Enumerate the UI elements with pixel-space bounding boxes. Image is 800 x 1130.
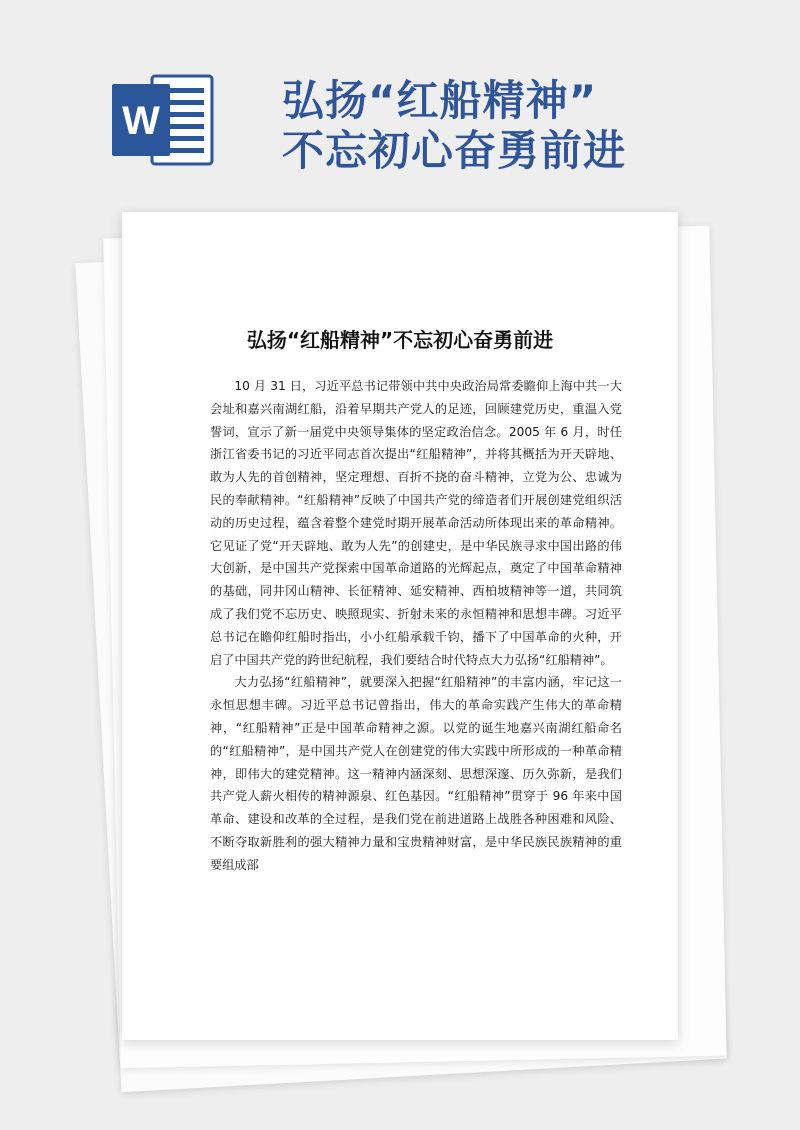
header-title-line1: 弘扬“红船精神” [282, 76, 598, 125]
paragraph: 10 月 31 日，习近平总书记带领中共中央政治局常委瞻仰上海中共一大会址和嘉兴南湖红船，沿着早期共产党人的足迹，回顾建党历史，重温入党誓词，宣示了新一届党中央领导集体的坚定政治信念。2005 年 6 月，时任浙江省委书记的习近平同志首次提出“红船精神”，并将其概括为开天辟地、敢为人先的首创精神，坚定理想、百折不挠的奋斗精神，立党为公、忠诚为民的奉献精神。“红船精神”反映了中国共产党的缔造者们开展创建党组织活动的历史过程，蕴含着整个建党时期开展革命活动所体现出来的革命精神。它见证了党“开天辟地、敢为人先”的创建史，是中华民族寻求中国出路的伟大创新，是中国共产党探索中国革命道路的光辉起点，奠定了中国革命精神的基础，同井冈山精神、长征精神、延安精神、西柏坡精神等一道，共同筑成了我们党不忘历史、映照现实、折射未来的永恒精神和思想丰碑。习近平总书记在瞻仰红船时指出，小小红船承载千钧，播下了中国革命的火种，开启了中国共产党的跨世纪航程，我们要结合时代特点大力弘扬“红船精神”。 [210, 379, 622, 667]
document-page [122, 212, 678, 1040]
document-body [210, 375, 622, 877]
paragraph: 大力弘扬“红船精神”，就要深入把握“红船精神”的丰富内涵，牢记这一永恒思想丰碑。习近平总书记曾指出，伟大的革命实践产生伟大的革命精神，“红船精神”正是中国革命精神之源。以党的诞生地嘉兴南湖红船命名的“红船精神”，是中国共产党人在创建党的伟大实践中所形成的一种革命精神，即伟大的建党精神。这一精神内涵深刻、思想深邃、历久弥新，是我们共产党人薪火相传的精神源泉、红色基因。“红船精神”贯穿于 96 年来中国革命、建设和改革的全过程，是我们党在前进道路上战胜各种困难和风险、不断夺取新胜利的强大精神力量和宝贵精神财富，是中华民族民族精神的重要组成部 [210, 675, 622, 872]
document-title: 弘扬“红船精神”不忘初心奋勇前进 [246, 328, 554, 352]
header-title [282, 76, 626, 176]
word-logo-letter: W [122, 99, 160, 143]
word-logo-icon [110, 70, 215, 170]
header-title-line2: 不忘初心奋勇前进 [282, 126, 627, 175]
